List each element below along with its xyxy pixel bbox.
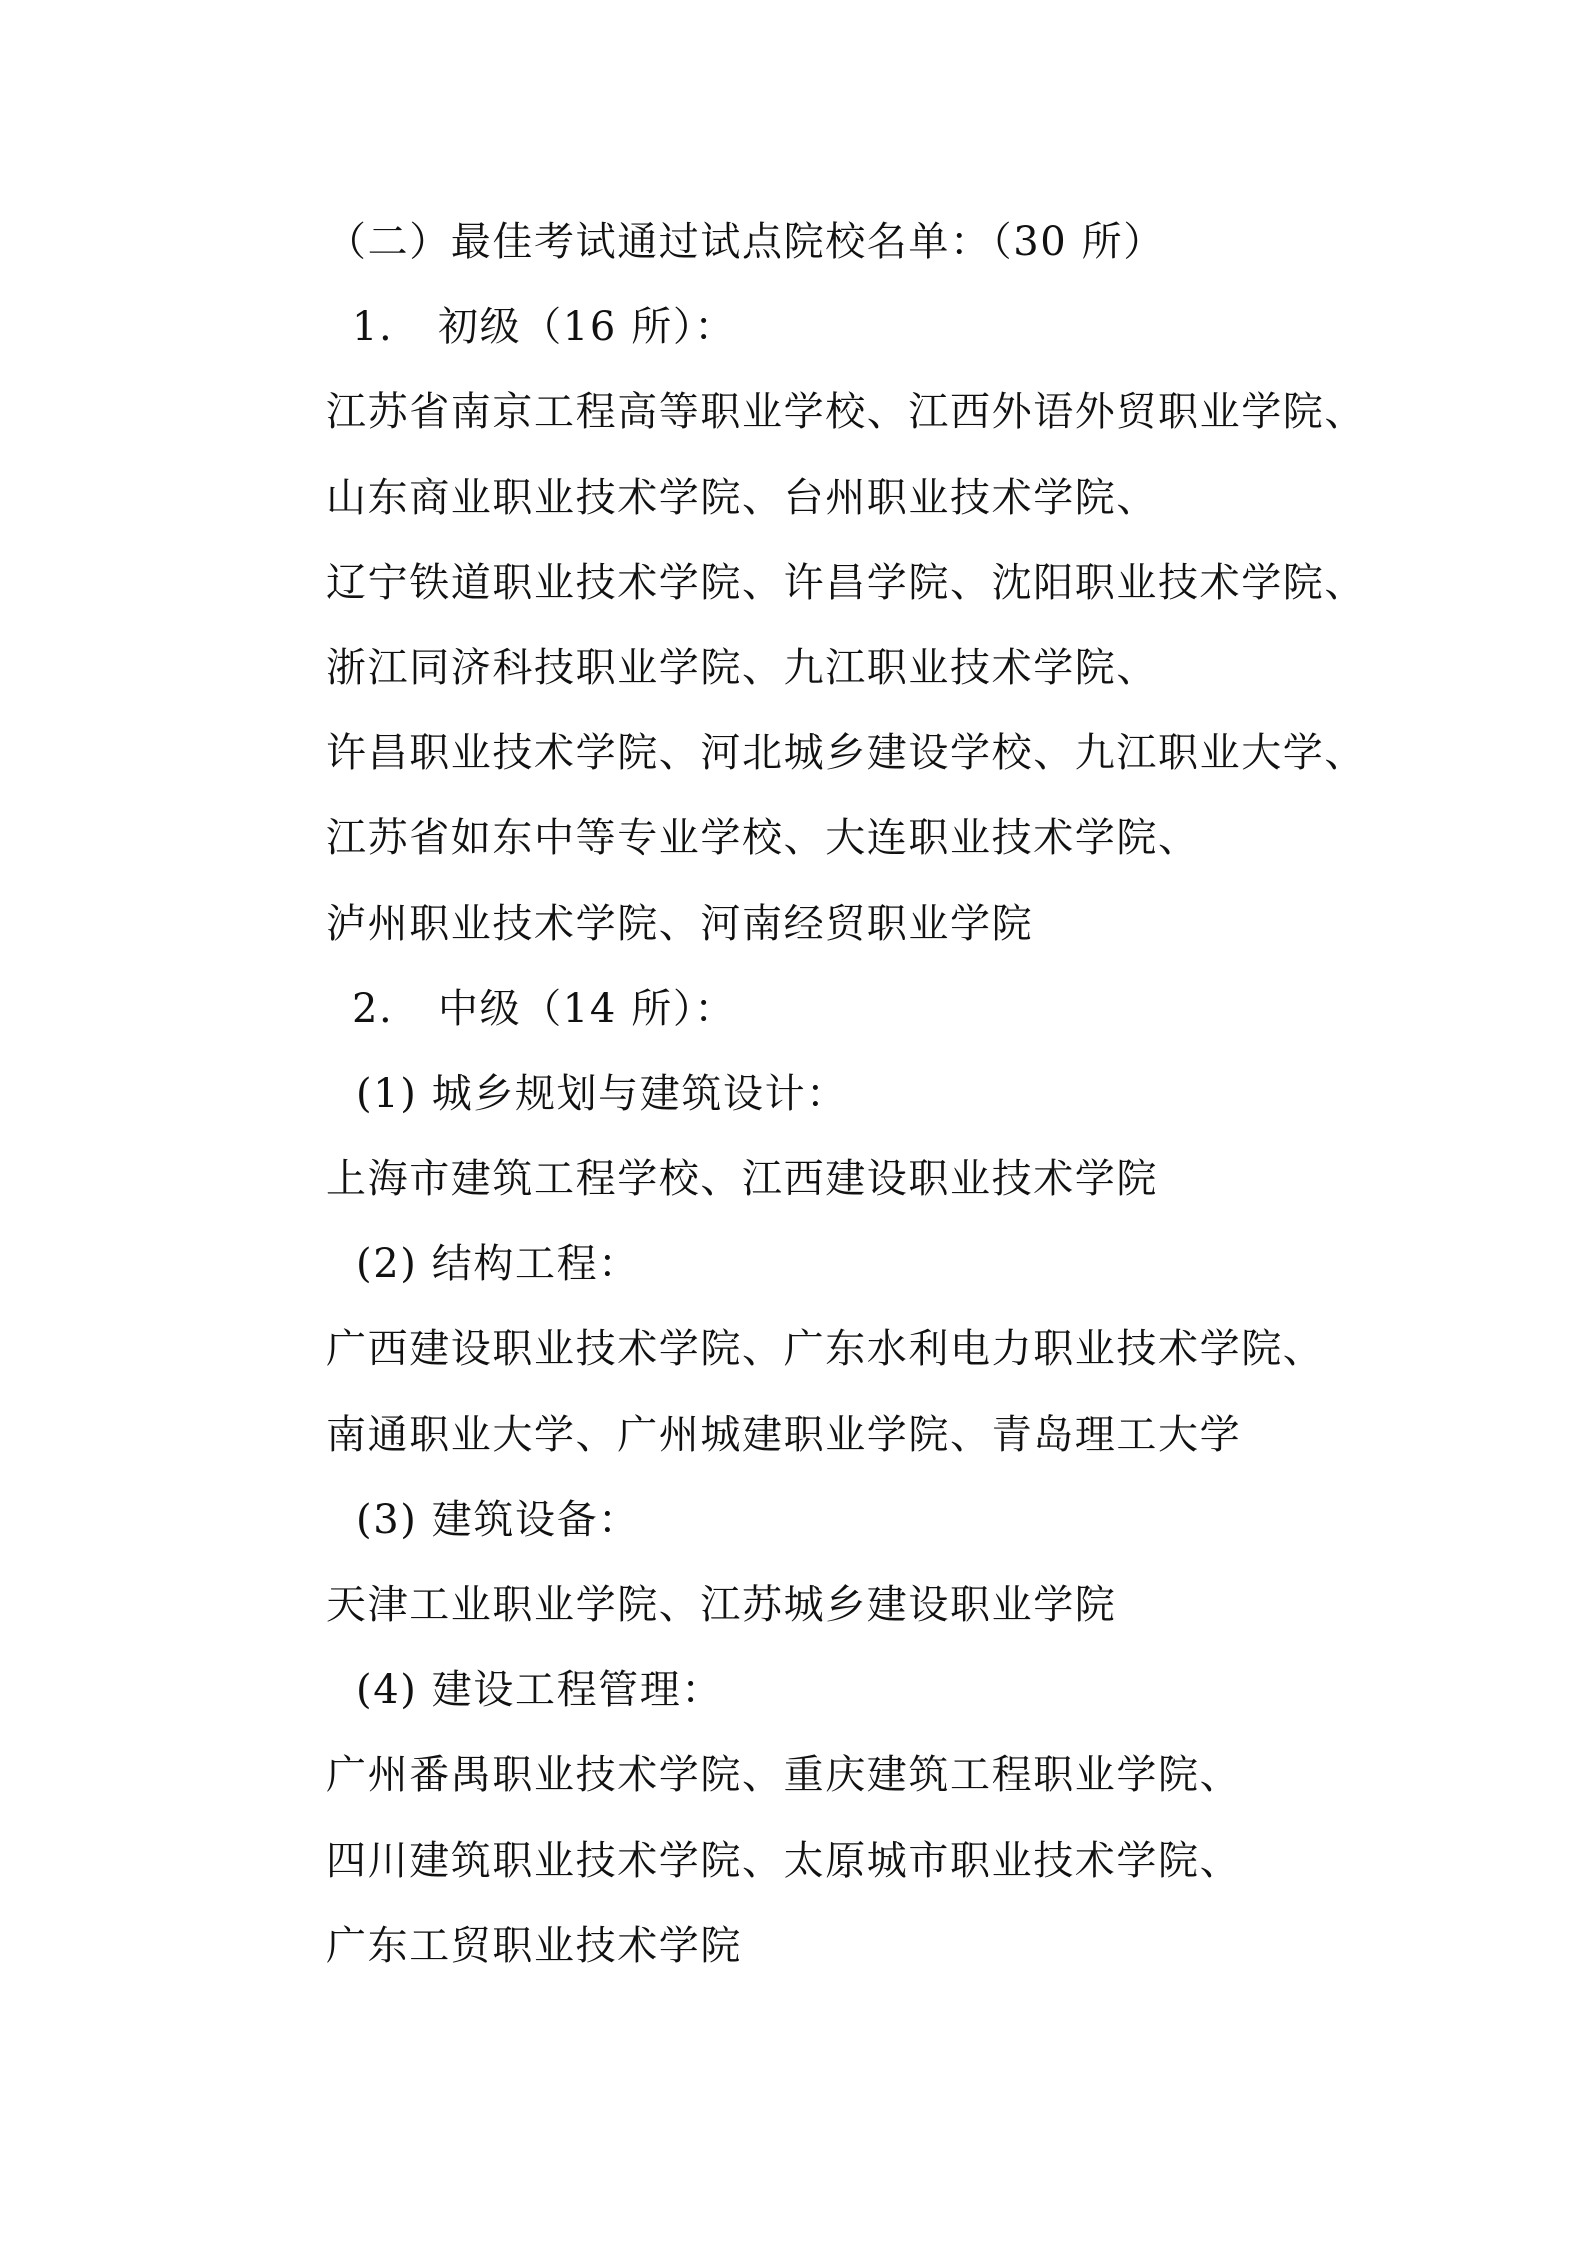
- school-list-line: 四川建筑职业技术学院、太原城市职业技术学院、: [326, 1837, 1242, 1884]
- school-list-line: 泸州职业技术学院、河南经贸职业学院: [326, 900, 1034, 947]
- school-list-line: 辽宁铁道职业技术学院、许昌学院、沈阳职业技术学院、: [326, 559, 1366, 606]
- intermediate-number: 2.: [352, 985, 394, 1032]
- school-list-line: 浙江同济科技职业学院、九江职业技术学院、: [326, 644, 1158, 691]
- primary-heading: [326, 285, 1426, 370]
- school-list-line: 许昌职业技术学院、河北城乡建设学校、九江职业大学、: [326, 730, 1366, 777]
- school-list-line: 广东工贸职业技术学院: [326, 1922, 742, 1969]
- school-list-line: 山东商业职业技术学院、台州职业技术学院、: [326, 474, 1158, 521]
- document-body: [326, 200, 1426, 1989]
- school-list-line: 上海市建筑工程学校、江西建设职业技术学院: [326, 1156, 1158, 1203]
- school-list-line: 广州番禺职业技术学院、重庆建筑工程职业学院、: [326, 1752, 1242, 1799]
- school-list-line: 广西建设职业技术学院、广东水利电力职业技术学院、: [326, 1326, 1325, 1373]
- school-list-line: 天津工业职业学院、江苏城乡建设职业学院: [326, 1582, 1117, 1628]
- intermediate-heading: [326, 967, 1426, 1052]
- intermediate-title: 中级（14 所）：: [438, 985, 737, 1032]
- subcategory-label: (3) 建筑设备：: [356, 1496, 640, 1543]
- subcategory-label: (4) 建设工程管理：: [356, 1667, 723, 1714]
- subcategory-label: (1) 城乡规划与建筑设计：: [356, 1070, 848, 1117]
- primary-title: 初级（16 所）：: [438, 304, 737, 351]
- school-list-line: 南通职业大学、广州城建职业学院、青岛理工大学: [326, 1411, 1242, 1458]
- primary-number: 1.: [352, 304, 394, 351]
- school-list-line: 江苏省南京工程高等职业学校、江西外语外贸职业学院、: [326, 389, 1366, 436]
- section-heading: （二）最佳考试通过试点院校名单：（30 所）: [326, 219, 1165, 265]
- school-list-line: 江苏省如东中等专业学校、大连职业技术学院、: [326, 815, 1200, 862]
- subcategory-label: (2) 结构工程：: [356, 1241, 640, 1288]
